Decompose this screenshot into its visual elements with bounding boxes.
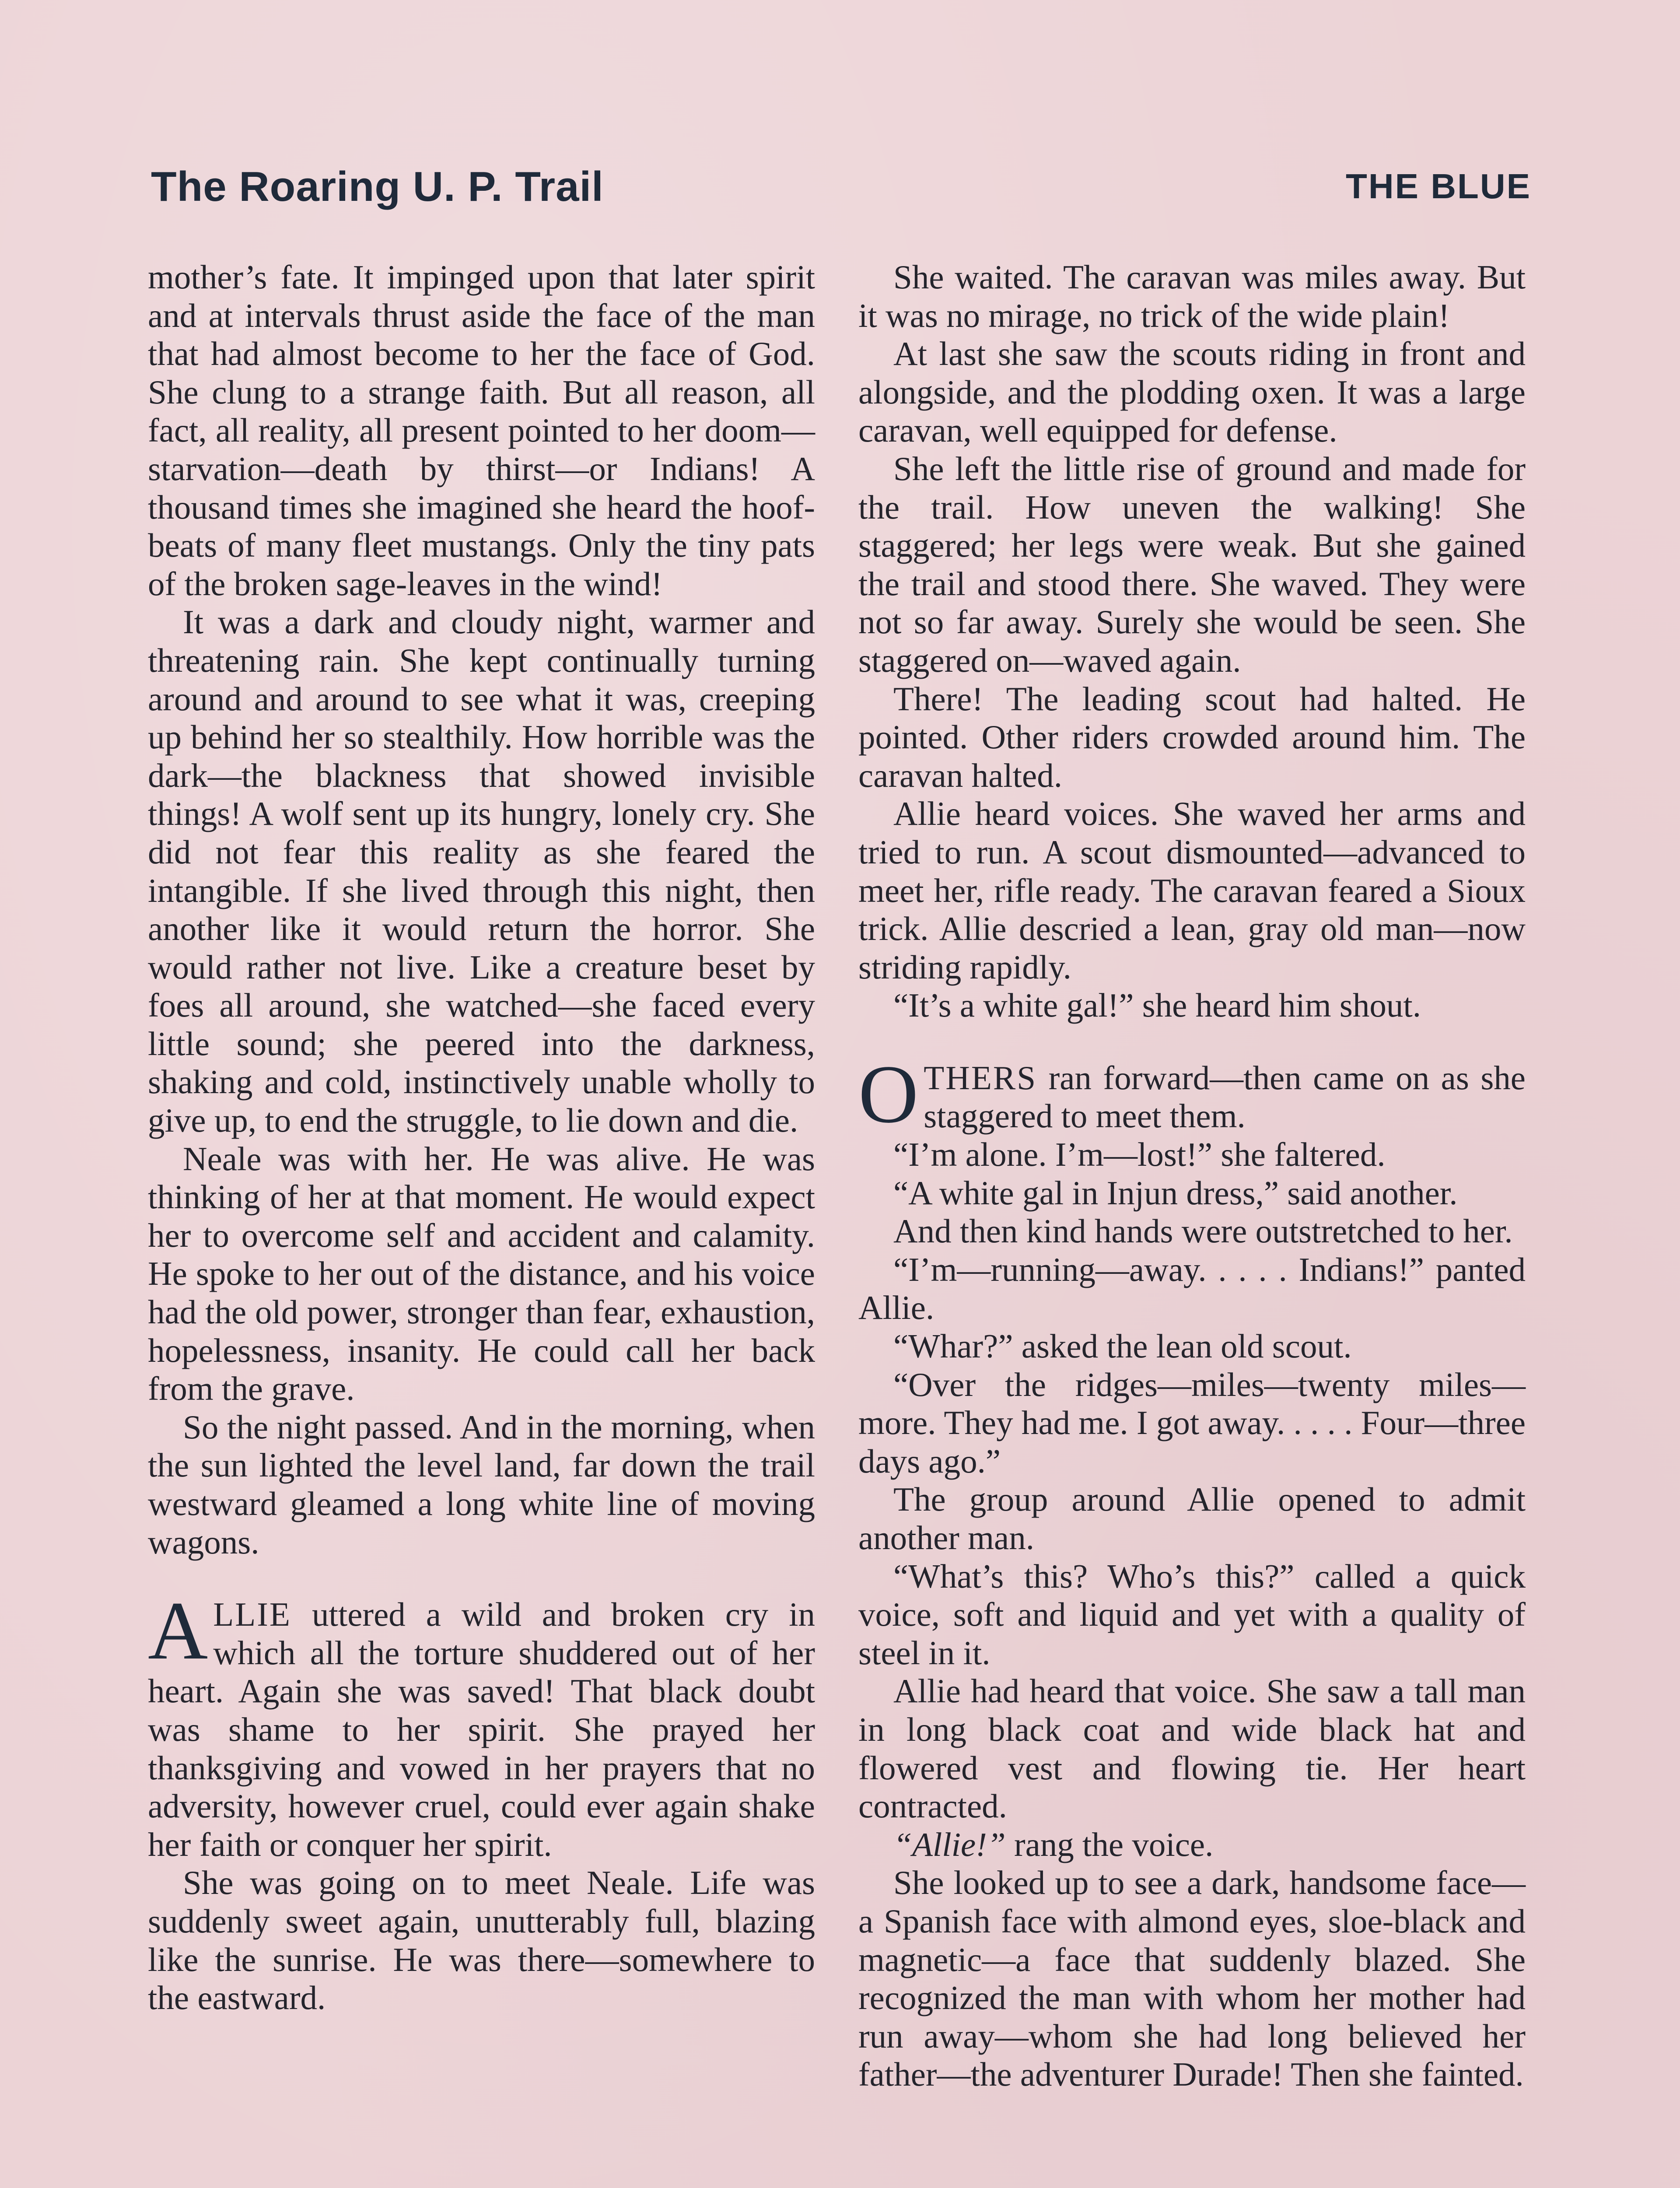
- drop-cap: O: [858, 1048, 919, 1140]
- italic-text: “Allie!”: [893, 1825, 1006, 1863]
- paragraph: The group around Allie opened to admit another man.: [858, 1480, 1526, 1557]
- small-caps-lead: LLIE: [213, 1595, 291, 1634]
- small-caps-lead: THERS: [924, 1059, 1037, 1097]
- paragraph: And then kind hands were outstretched to her.: [893, 1212, 1513, 1250]
- paragraph: She waited. The caravan was miles away. But it was no mirage, no trick of the wide plain!: [858, 258, 1526, 334]
- paragraph: There! The leading scout had halted. He pointed. Other riders crowded around him. The caravan halted.: [858, 680, 1526, 794]
- paragraph: “A white gal in Injun dress,” said another.: [893, 1174, 1458, 1212]
- paragraph-text: ran forward—then came on as she staggered to meet them.: [924, 1059, 1526, 1135]
- paragraph: “Over the ridges—miles—twenty miles—more. They had me. I got away. . . . . Four—three days ago.”: [858, 1365, 1526, 1480]
- paragraph: She left the little rise of ground and made for the trail. How uneven the walking! She staggered; her legs were weak. But she gained the trail and stood there. She waved. They were not so far away. Surely she would be seen. She staggered on—waved again.: [858, 449, 1526, 679]
- running-head-magazine: THE BLUE: [1346, 167, 1531, 206]
- drop-cap: A: [148, 1585, 208, 1677]
- paragraph: [858, 1826, 1526, 1864]
- paragraph: “It’s a white gal!” she heard him shout.: [893, 986, 1421, 1024]
- paragraph-text: rang the voice.: [1005, 1825, 1214, 1863]
- section-opening-paragraph: [148, 1585, 815, 1864]
- paragraph: “I’m—running—away. . . . . Indians!” panted Allie.: [858, 1250, 1526, 1327]
- paragraph: It was a dark and cloudy night, warmer and threatening rain. She kept continually turning around and around to see what it was, creeping up behind her so stealthily. How horrible was the dark—the blackness that showed invisible things! A wolf sent up its hungry, lonely cry. She did not fear this reality as she feared the intangible. If she lived through this night, then another like it would return the horror. She would rather not live. Like a creature beset by foes all around, she watched—she faced every little sound; she peered into the darkness, shaking and cold, instinctively unable wholly to give up, to end the struggle, to lie down and die.: [148, 603, 815, 1140]
- paragraph: So the night passed. And in the morning, when the sun lighted the level land, far down the trail westward gleamed a long white line of moving wagons.: [148, 1408, 815, 1561]
- paragraph: Neale was with her. He was alive. He was thinking of her at that moment. He would expect her to overcome self and accident and calamity. He spoke to her out of the distance, and his voice had the old power, stronger than fear, exhaustion, hopelessness, insanity. He could call her back from the grave.: [148, 1140, 815, 1408]
- paragraph: She was going on to meet Neale. Life was suddenly sweet again, unutterably full, blazing like the sunrise. He was there—somewhere to the eastward.: [148, 1864, 815, 2017]
- paragraph: “Whar?” asked the lean old scout.: [893, 1327, 1352, 1365]
- paragraph: mother’s fate. It impinged upon that later spirit and at intervals thrust aside the face of the man that had almost become to her the face of God. She clung to a strange faith. But all reason, all fact, all reality, all present pointed to her doom—starvation—death by thirst—or Indians! A thousand times she imagined she heard the hoof-beats of many fleet mustangs. Only the tiny pats of the broken sage-leaves in the wind!: [148, 258, 815, 603]
- paragraph: Allie had heard that voice. She saw a tall man in long black coat and wide black hat and flowered vest and flowing tie. Her heart contracted.: [858, 1672, 1526, 1825]
- paragraph: “What’s this? Who’s this?” called a quick voice, soft and liquid and yet with a quality of steel in it.: [858, 1557, 1526, 1672]
- paragraph: At last she saw the scouts riding in front and alongside, and the plodding oxen. It was a large caravan, well equipped for defense.: [858, 335, 1526, 449]
- paragraph: “I’m alone. I’m—lost!” she faltered.: [893, 1136, 1386, 1174]
- paragraph-text: uttered a wild and broken cry in which all the torture shuddered out of her heart. Again she was saved! That black doubt was shame to her spirit. She prayed her thanksgiving and vowed in her prayers that no adversity, however cruel, could ever again shake her faith or conquer her spirit.: [148, 1595, 815, 1863]
- left-column: [148, 258, 815, 2017]
- paragraph: She looked up to see a dark, handsome face—a Spanish face with almond eyes, sloe-black and magnetic—a face that suddenly blazed. She recognized the man with whom her mother had run away—whom she had long believed her father—the adventurer Durade! Then she fainted.: [858, 1864, 1526, 2093]
- right-column: [858, 258, 1526, 2094]
- running-head-title: The Roaring U. P. Trail: [151, 163, 604, 210]
- section-opening-paragraph: [858, 1048, 1526, 1140]
- paragraph: Allie heard voices. She waved her arms and tried to run. A scout dismounted—advanced to meet her, rifle ready. The caravan feared a Sioux trick. Allie descried a lean, gray old man—now striding rapidly.: [858, 795, 1526, 986]
